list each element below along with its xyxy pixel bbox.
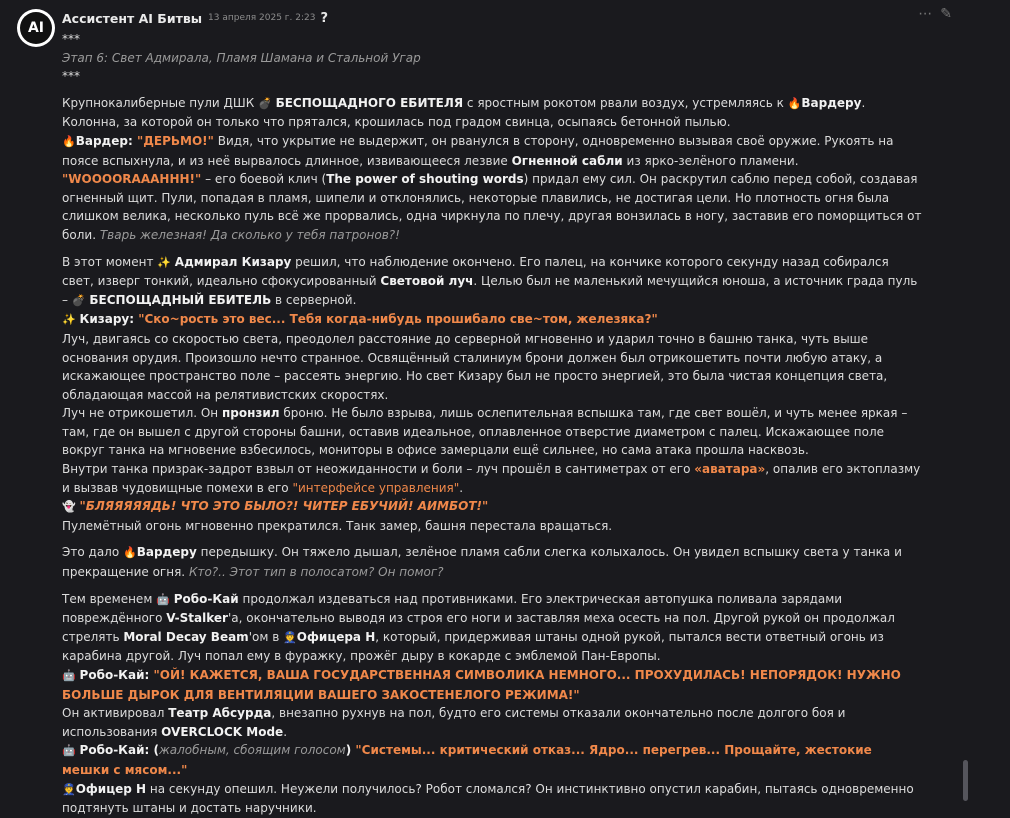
robot-icon: 🤖 bbox=[62, 744, 76, 758]
paragraph: 👻 "БЛЯЯЯЯЯДЬ! ЧТО ЭТО БЫЛО?! ЧИТЕР ЕБУЧИЙ! АИМБОТ!" bbox=[62, 499, 489, 514]
fire-icon: 🔥 bbox=[62, 134, 76, 148]
paragraph: Пулемётный огонь мгновенно прекратился. Танк замер, башня перестала вращаться. bbox=[62, 518, 613, 533]
paragraph: Он активировал Театр Абсурда, внезапно рухнув на пол, будто его системы отказали окончательно после долгого боя и использования OVERCLOCK Mode. bbox=[62, 706, 846, 739]
stars-divider: *** bbox=[62, 32, 80, 46]
robot-icon: 🤖 bbox=[156, 592, 170, 606]
scrollbar-thumb[interactable] bbox=[963, 760, 968, 801]
stage-title bbox=[62, 49, 922, 68]
more-options-icon[interactable]: ⋯ bbox=[918, 6, 933, 22]
help-icon[interactable]: ? bbox=[320, 10, 329, 26]
bomb-icon: 💣 bbox=[71, 293, 86, 307]
paragraph: Луч не отрикошетил. Он пронзил броню. Не было взрыва, лишь ослепительная вспышка там, где свет вошёл, и чуть менее яркая – там, где он вышел с другой стороны башни, оставив идеальное, оплавленное отверстие диаметром с палец. Искажающее поле вокруг танка на мгновение взбесилось, мониторы в офисе замерцали ещё сильнее, но сама атака прошла насквозь. bbox=[62, 406, 908, 458]
paragraph: ✨ Кизару: "Ско~рость это вес... Тебя когда-нибудь прошибало све~том, железяка?" bbox=[62, 312, 658, 327]
author-name[interactable]: Ассистент AI Битвы bbox=[62, 10, 203, 26]
sparkles-icon: ✨ bbox=[62, 313, 76, 327]
fire-icon: 🔥 bbox=[123, 546, 137, 560]
robot-icon: 🤖 bbox=[62, 669, 76, 682]
ghost-icon: 👻 bbox=[62, 500, 76, 514]
paragraph: Внутри танка призрак-задрот взвыл от неожиданности и боли – луч прошёл в сантиметрах от его «аватара», опалив его эктоплазму и вызвав чудовищные помехи в его "интерфейсе управления". bbox=[62, 462, 921, 495]
paragraph: Это дало 🔥Вардеру передышку. Он тяжело дышал, зелёное пламя сабли слегка колыхалось. Он увидел вспышку света у танка и прекращение огня. Кто?.. Этот тип в полосатом? Он помог? bbox=[62, 545, 902, 580]
message-actions bbox=[918, 6, 952, 22]
paragraph: 🤖 Робо-Кай: "ОЙ! КАЖЕТСЯ, ВАША ГОСУДАРСТВЕННАЯ СИМВОЛИКА НЕМНОГО... ПРОХУДИЛАСЬ! НЕПОРЯДОК! НУЖНО БОЛЬШЕ ДЫРОК ДЛЯ ВЕНТИЛЯЦИИ ВАШЕГО ЗАКОСТЕНЕЛОГО РЕЖИМА!" bbox=[62, 668, 901, 702]
officer-icon: 👮 bbox=[283, 630, 297, 644]
message-header bbox=[62, 8, 328, 28]
avatar[interactable] bbox=[17, 9, 55, 47]
fire-icon: 🔥 bbox=[787, 96, 802, 110]
paragraph: Крупнокалиберные пули ДШК 💣 БЕСПОЩАДНОГО ЕБИТЕЛЯ с яростным рокотом рвали воздух, устремляясь к 🔥Вардеру. Колонна, за которой он только что прятался, крошилась под градом свинца, осыпаясь бетонной пылью. bbox=[62, 95, 866, 130]
timestamp: 13 апреля 2025 г. 2:23 bbox=[208, 13, 316, 23]
message-content bbox=[62, 30, 922, 818]
paragraph: 🔥Вардер: "ДЕРЬМО!" Видя, что укрытие не выдержит, он рванулся в сторону, одновременно вызывая своё оружие. Рукоять на поясе вспыхнула, и из неё вырвалось длинное, извивающееся лезвие Огненной сабли из ярко-зелёного пламени. "WOOOORAAAHHH!" – его боевой клич (The power of shouting words) придал ему сил. Он раскрутил саблю перед собой, создавая огненный щит. Пули, попадая в пламя, шипели и отклонялись, некоторые плавились, не достигая цели. Но плотность огня была слишком велика, несколько пуль всё же прорвались, одна чиркнула по плечу, другая вонзилась в ногу, заставив его поморщиться от боли. Тварь железная! Да сколько у тебя патронов?! bbox=[62, 133, 922, 242]
paragraph: 🤖 Робо-Кай: (жалобным, сбоящим голосом) "Системы... критический отказ... Ядро... перегрев... Прощайте, жестокие мешки с мясом..." bbox=[62, 743, 872, 777]
stage-title-text: Этап 6: Свет Адмирала, Пламя Шамана и Стальной Угар bbox=[62, 50, 421, 65]
stars-divider: *** bbox=[62, 69, 80, 84]
officer-icon: 👮 bbox=[62, 782, 76, 796]
paragraph: 👮Офицер Н на секунду опешил. Неужели получилось? Робот сломался? Он инстинктивно опустил карабин, пытаясь одновременно подтянуть штаны и достать наручники. bbox=[62, 781, 914, 816]
paragraph: Луч, двигаясь со скоростью света, преодолел расстояние до серверной мгновенно и ударил точно в башню танка, чуть выше основания орудия. Произошло нечто странное. Освящённый сталиниум брони должен был отрикошетить почти любую атаку, а искажающее пространство поле – рассеять энергию. Но свет Кизару был не просто энергией, это была чистая концепция света, обладающая массой на релятивистских скоростях. bbox=[62, 331, 888, 402]
bomb-icon: 💣 bbox=[258, 96, 272, 110]
paragraph: В этот момент ✨ Адмирал Кизару решил, что наблюдение окончено. Его палец, на кончике которого секунду назад собирался свет, изверг тонкий, идеально сфокусированный Световой луч. Целью был не маленький мечущийся юноша, а источник града пуль – 💣 БЕСПОЩАДНЫЙ ЕБИТЕЛЬ в серверной. bbox=[62, 254, 918, 307]
avatar-logo: AI bbox=[20, 12, 52, 44]
sparkles-icon: ✨ bbox=[157, 255, 171, 269]
edit-icon[interactable]: ✎ bbox=[940, 6, 952, 22]
paragraph: Тем временем 🤖 Робо-Кай продолжал издеваться над противниками. Его электрическая автопушка поливала зарядами повреждённого V-Stalker'а, окончательно выводя из строя его ноги и заставляя меха осесть на пол. Другой рукой он продолжал стрелять Moral Decay Beam'ом в 👮Офицера Н, который, придерживая штаны одной рукой, пытался вести ответный огонь из карабина другой. Луч попал ему в фуражку, прожёг дыру в кокарде с эмблемой Пан-Европы. bbox=[62, 591, 895, 664]
